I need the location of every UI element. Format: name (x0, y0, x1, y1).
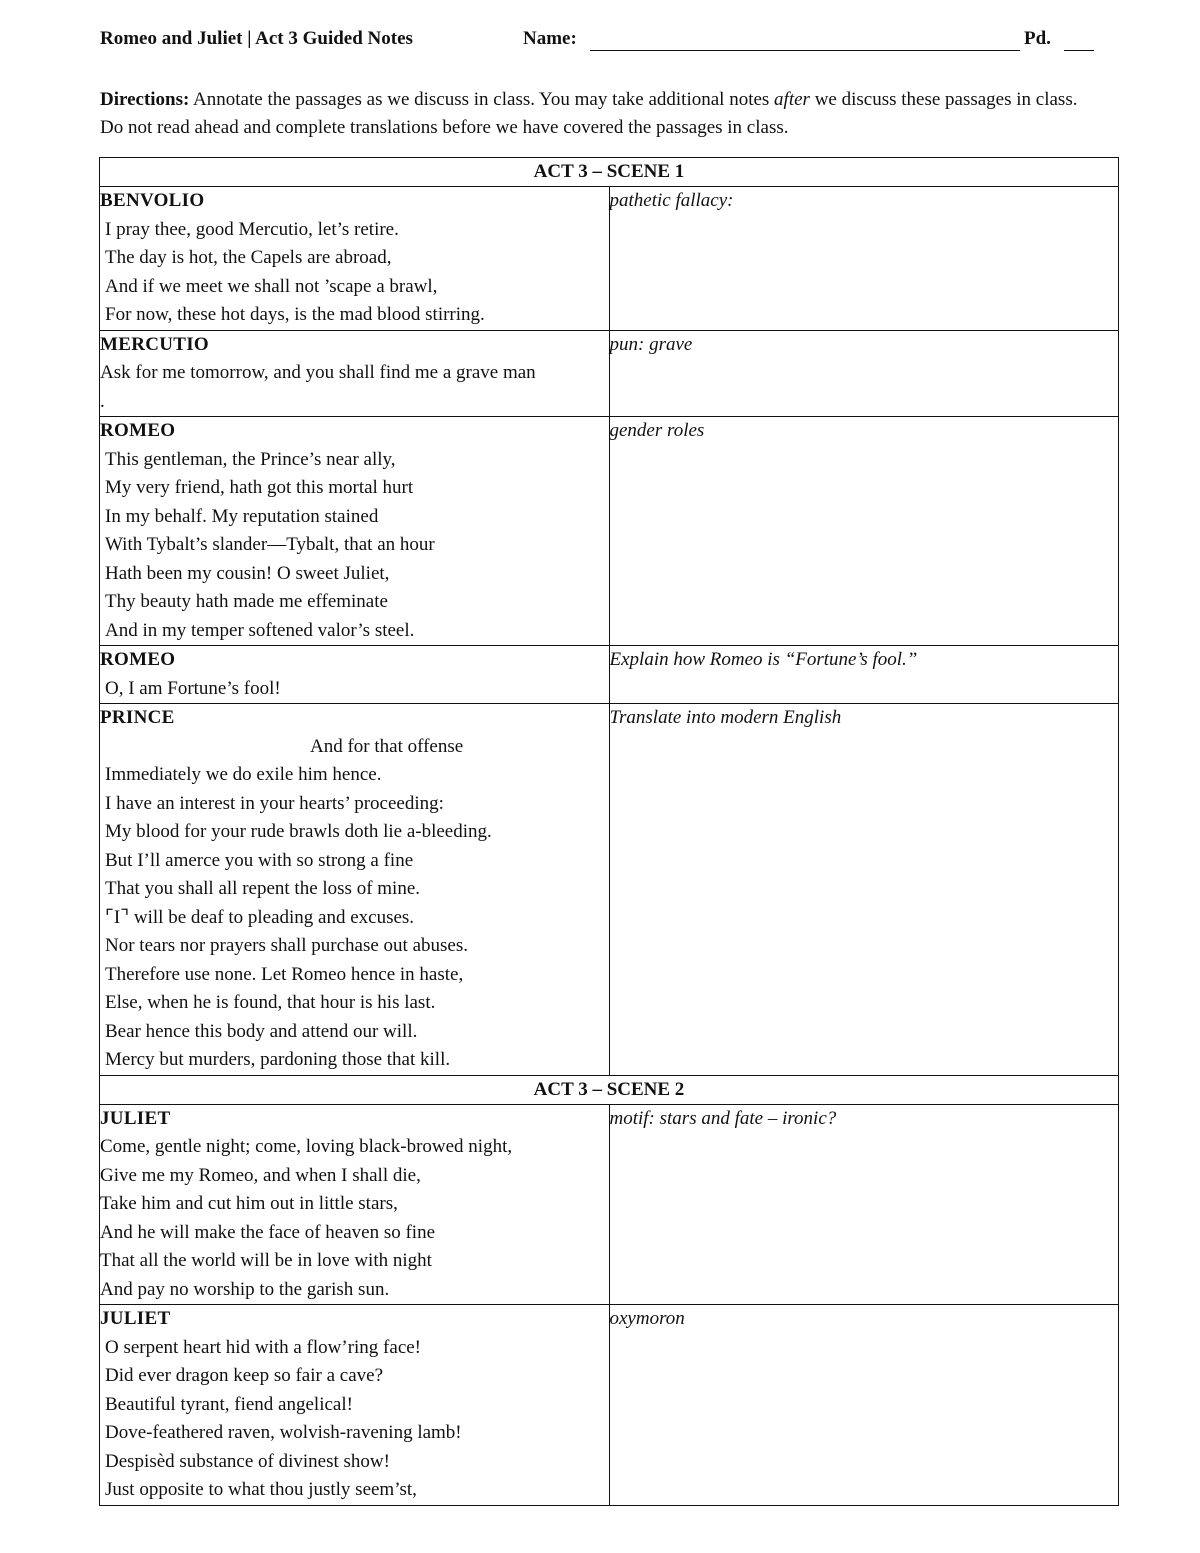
directions-emphasis: after (774, 89, 810, 110)
passage-line: O, I am Fortune’s fool! (105, 677, 281, 699)
passage-line: I have an interest in your hearts’ proceeding: (105, 792, 444, 814)
passage-line: Beautiful tyrant, fiend angelical! (105, 1393, 353, 1415)
annotation-prompt: pathetic fallacy: (609, 190, 734, 211)
annotation-cell[interactable] (609, 187, 1119, 331)
directions-text-2: we discuss these passages in class. Do not read ahead and complete translations before we have covered the passages in class. (100, 89, 1078, 138)
annotation-cell[interactable] (609, 704, 1119, 1076)
passage-line: My blood for your rude brawls doth lie a-bleeding. (105, 821, 492, 842)
passage-row (100, 417, 1119, 646)
annotation-cell[interactable] (609, 330, 1119, 417)
passage-line: I pray thee, good Mercutio, let’s retire. (105, 218, 399, 240)
annotation-prompt: oxymoron (609, 1308, 685, 1329)
annotation-prompt: Translate into modern English (609, 707, 842, 728)
passage-line: And for that offense (310, 735, 464, 757)
scene-heading-row (100, 158, 1119, 187)
passage-line: ⌜I⌝ will be deaf to pleading and excuses. (105, 906, 415, 928)
annotation-prompt: pun: grave (609, 333, 693, 355)
passage-line: For now, these hot days, is the mad blood stirring. (105, 304, 485, 325)
passage-line: Else, when he is found, that hour is his last. (105, 992, 436, 1013)
directions-paragraph (100, 86, 1105, 142)
annotation-prompt: gender roles (609, 420, 705, 441)
speaker-name: ROMEO (100, 649, 176, 670)
annotation-cell[interactable] (609, 1104, 1119, 1305)
passage-line: Come, gentle night; come, loving black-browed night, (100, 1136, 513, 1157)
speaker-name: ROMEO (100, 420, 176, 441)
passage-line: . (100, 390, 105, 412)
passage-line: And he will make the face of heaven so fine (100, 1221, 436, 1243)
document-title: Romeo and Juliet | Act 3 Guided Notes (100, 28, 413, 49)
passage-cell (100, 1104, 610, 1305)
speaker-name: JULIET (100, 1107, 171, 1129)
page-header (100, 28, 1100, 56)
scene-heading: ACT 3 – SCENE 1 (100, 158, 1119, 187)
speaker-name: PRINCE (100, 707, 175, 728)
scene-heading-row (100, 1075, 1119, 1104)
passage-line: My very friend, hath got this mortal hurt (105, 477, 414, 498)
passage-line: Did ever dragon keep so fair a cave? (105, 1365, 383, 1386)
passage-line: But I’ll amerce you with so strong a fine (105, 849, 414, 871)
passage-line: Mercy but murders, pardoning those that kill. (105, 1049, 451, 1070)
name-label: Name: (523, 28, 577, 49)
passage-row (100, 1104, 1119, 1305)
passage-line: O serpent heart hid with a flow’ring face! (105, 1336, 422, 1358)
passage-line: That you shall all repent the loss of mine. (105, 878, 421, 899)
passage-line: Despisèd substance of divinest show! (105, 1450, 390, 1472)
passage-line: The day is hot, the Capels are abroad, (105, 247, 392, 268)
passage-line: In my behalf. My reputation stained (105, 505, 379, 527)
passage-line: This gentleman, the Prince’s near ally, (105, 448, 396, 470)
passage-line: And pay no worship to the garish sun. (100, 1278, 390, 1300)
passage-line: That all the world will be in love with night (100, 1250, 432, 1271)
period-label: Pd. (1024, 28, 1051, 49)
passage-row (100, 330, 1119, 417)
guided-notes-table (99, 157, 1119, 1506)
speaker-name: BENVOLIO (100, 190, 205, 211)
annotation-cell[interactable] (609, 417, 1119, 646)
passage-line: Ask for me tomorrow, and you shall find me a grave man (100, 362, 536, 383)
passage-line: Hath been my cousin! O sweet Juliet, (105, 562, 390, 584)
passage-line: And if we meet we shall not ’scape a brawl, (105, 275, 438, 297)
passage-line: With Tybalt’s slander—Tybalt, that an hour (105, 534, 435, 555)
speaker-name: JULIET (100, 1308, 171, 1329)
annotation-prompt: motif: stars and fate – ironic? (609, 1107, 837, 1129)
scene-heading: ACT 3 – SCENE 2 (100, 1075, 1119, 1104)
passage-line: Nor tears nor prayers shall purchase out abuses. (105, 935, 468, 956)
passage-cell (100, 646, 610, 704)
passage-line: And in my temper softened valor’s steel. (105, 619, 415, 641)
passage-line: Immediately we do exile him hence. (105, 764, 382, 785)
passage-row (100, 646, 1119, 704)
passage-line: Just opposite to what thou justly seem’st, (105, 1479, 417, 1500)
passage-cell (100, 330, 610, 417)
period-blank-line[interactable] (1064, 50, 1094, 51)
passage-line: Give me my Romeo, and when I shall die, (100, 1164, 421, 1186)
passage-line: Thy beauty hath made me effeminate (105, 591, 388, 612)
speaker-name: MERCUTIO (100, 333, 210, 355)
annotation-prompt: Explain how Romeo is “Fortune’s fool.” (609, 649, 918, 670)
passage-row (100, 704, 1119, 1076)
passage-row (100, 1305, 1119, 1506)
passage-cell (100, 417, 610, 646)
passage-line: Therefore use none. Let Romeo hence in haste, (105, 963, 464, 985)
directions-text-1: Annotate the passages as we discuss in class. You may take additional notes (189, 89, 775, 110)
passage-line: Take him and cut him out in little stars, (100, 1193, 398, 1214)
passage-row (100, 187, 1119, 331)
passage-line: Dove-feathered raven, wolvish-ravening lamb! (105, 1422, 462, 1443)
passage-cell (100, 704, 610, 1076)
passage-line: Bear hence this body and attend our will. (105, 1020, 418, 1042)
passage-cell (100, 1305, 610, 1506)
name-blank-line[interactable] (590, 50, 1020, 51)
annotation-cell[interactable] (609, 1305, 1119, 1506)
annotation-cell[interactable] (609, 646, 1119, 704)
passage-cell (100, 187, 610, 331)
directions-label: Directions: (100, 89, 190, 110)
